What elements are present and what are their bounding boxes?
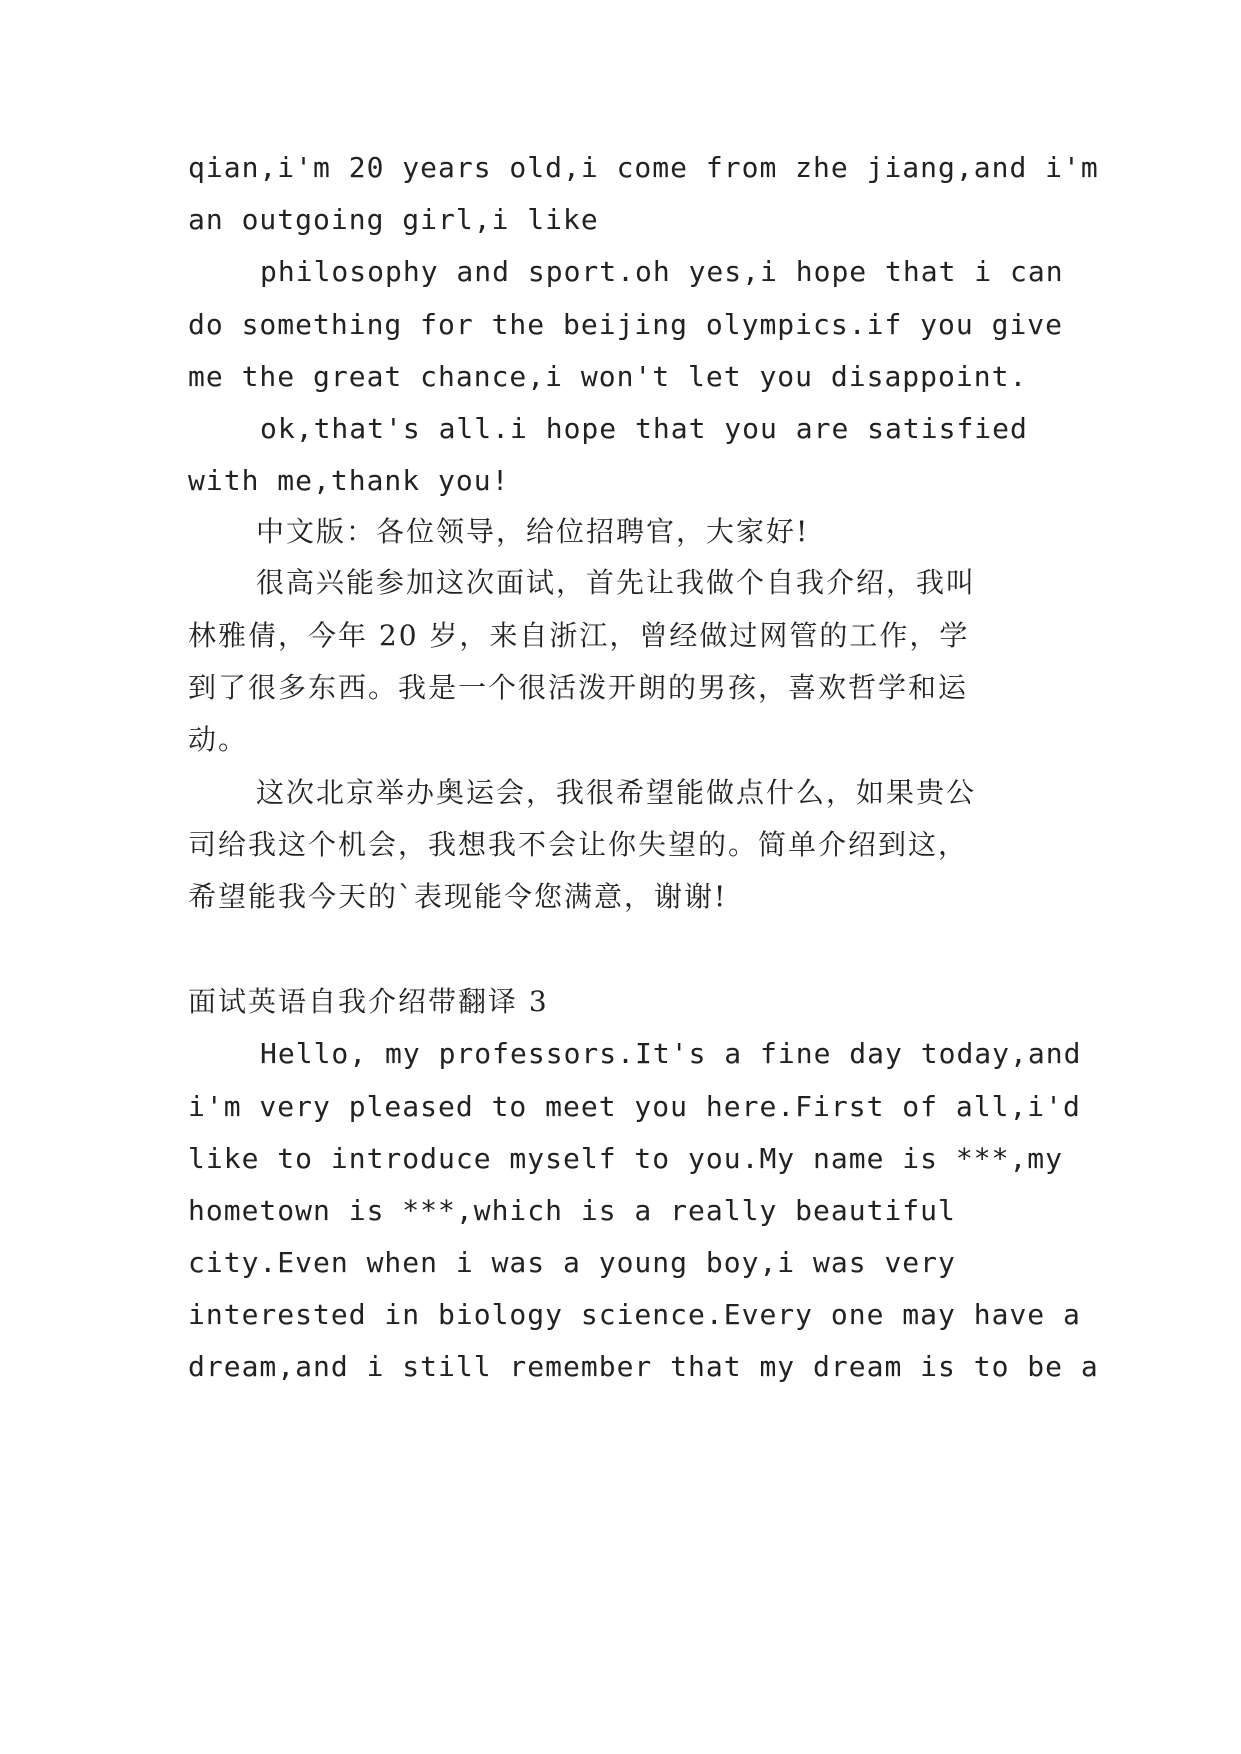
text-line: with me,thank you! (188, 464, 510, 497)
text-line: dream,and i still remember that my dream is to be a (188, 1350, 1099, 1383)
text-line: an outgoing girl,i like (188, 203, 599, 236)
text-line: interested in biology science.Every one may have a (188, 1298, 1081, 1331)
text-line: 这次北京举办奥运会，我很希望能做点什么，如果贵公 (256, 776, 977, 809)
text-line: 司给我这个机会，我想我不会让你失望的。简单介绍到这， (188, 828, 969, 861)
text-line: 林雅倩，今年 20 岁，来自浙江，曾经做过网管的工作，学 (188, 619, 970, 652)
text-line: i'm very pleased to meet you here.First of all,i'd (188, 1090, 1081, 1123)
text-line: 希望能我今天的`表现能令您满意，谢谢! (188, 880, 728, 913)
text-line: 中文版：各位领导，给位招聘官，大家好! (256, 515, 810, 548)
text-line: qian,i'm 20 years old,i come from zhe jiang,and i'm (188, 151, 1099, 184)
text-line: like to introduce myself to you.My name is ***,my (188, 1142, 1064, 1175)
text-line: hometown is ***,which is a really beautiful (188, 1194, 956, 1227)
text-line: do something for the beijing olympics.if you give (188, 308, 1064, 341)
text-line: ok,that's all.i hope that you are satisfied (260, 412, 1028, 445)
text-line: philosophy and sport.oh yes,i hope that i can (260, 255, 1064, 288)
text-line: me the great chance,i won't let you disappoint. (188, 360, 1028, 393)
section-heading: 面试英语自我介绍带翻译 3 (188, 985, 549, 1018)
text-line: Hello, my professors.It's a fine day today,and (260, 1037, 1082, 1070)
text-line: 很高兴能参加这次面试，首先让我做个自我介绍，我叫 (256, 566, 977, 599)
text-line: 动。 (188, 723, 249, 756)
text-line: 到了很多东西。我是一个很活泼开朗的男孩，喜欢哲学和运 (188, 671, 969, 704)
text-line: city.Even when i was a young boy,i was very (188, 1246, 956, 1279)
